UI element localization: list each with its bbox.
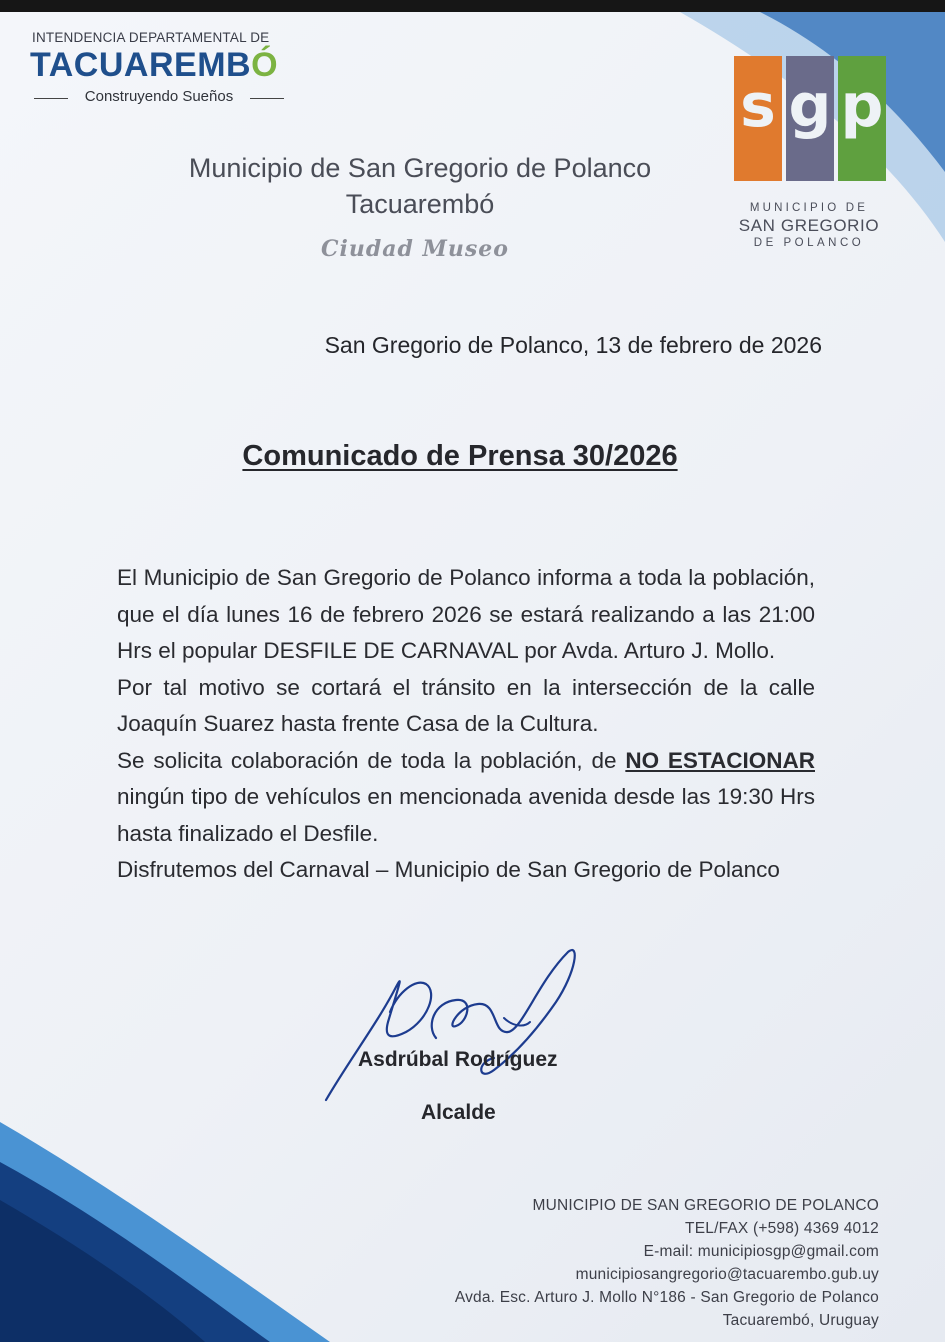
sgp-logo-caption: [734, 202, 884, 249]
sgp-caption-line2: SAN GREGORIO: [738, 216, 880, 235]
document-date: San Gregorio de Polanco, 13 de febrero de 2026: [324, 332, 822, 358]
sgp-caption-line1: MUNICIPIO DE: [749, 202, 869, 214]
sgp-logo-s-block: s: [734, 56, 782, 181]
sgp-caption-line3: DE POLANCO: [753, 237, 865, 249]
body-paragraph-1: El Municipio de San Gregorio de Polanco informa a toda la población, que el día lunes 16 de febrero 2026 se estará realizando a las 21:00 Hrs el popular DESFILE DE CARNAVAL por Avda. Arturo J. Mollo.: [117, 565, 815, 663]
body-paragraph-4: Disfrutemos del Carnaval – Municipio de San Gregorio de Polanco: [117, 857, 780, 882]
no-parking-emphasis: NO ESTACIONAR: [625, 747, 815, 773]
municipality-name: Municipio de San Gregorio de Polanco: [188, 153, 652, 183]
signatory-role: Alcalde: [421, 1101, 496, 1124]
body-paragraph-3: [117, 743, 815, 853]
footer-location: Tacuarembó, Uruguay: [722, 1312, 879, 1329]
footer-email-1: E-mail: municipiosgp@gmail.com: [643, 1243, 879, 1260]
press-release-title: [0, 440, 920, 473]
contact-footer: [359, 1194, 879, 1332]
footer-email-2: municipiosangregorio@tacuarembo.gub.uy: [575, 1266, 879, 1283]
department-slogan: Construyendo Sueños: [34, 88, 284, 105]
document-page: [0, 12, 945, 1342]
press-release-title-text: Comunicado de Prensa 30/2026: [242, 440, 678, 472]
department-name-last-letter: Ó: [251, 46, 279, 84]
press-release-body: [117, 560, 815, 889]
signatory-name: Asdrúbal Rodríguez: [358, 1048, 558, 1071]
sgp-logo-p-block: p: [838, 56, 886, 181]
intendencia-label: INTENDENCIA DEPARTAMENTAL DE: [32, 30, 270, 45]
footer-organization: MUNICIPIO DE SAN GREGORIO DE POLANCO: [532, 1197, 879, 1214]
paragraph-3-lead: Se solicita colaboración de toda la población, de: [117, 747, 626, 773]
city-motto: Ciudad Museo: [321, 236, 509, 262]
footer-address: Avda. Esc. Arturo J. Mollo N°186 - San Gregorio de Polanco: [454, 1289, 879, 1306]
sgp-logo-g-block: g: [786, 56, 834, 181]
municipality-heading: [150, 150, 690, 222]
department-name-main: TACUAREMB: [30, 46, 252, 84]
handwritten-signature: [318, 942, 588, 1112]
sgp-logo: [732, 56, 892, 196]
municipality-department: Tacuarembó: [345, 189, 495, 219]
footer-phone: TEL/FAX (+598) 4369 4012: [685, 1220, 879, 1237]
department-logo-text: [30, 46, 278, 85]
body-paragraph-2: Por tal motivo se cortará el tránsito en la intersección de la calle Joaquín Suarez hasta frente Casa de la Cultura.: [117, 674, 815, 736]
paragraph-3-tail: ningún tipo de vehículos en mencionada avenida desde las 19:30 Hrs hasta finalizado el Desfile.: [117, 784, 815, 846]
